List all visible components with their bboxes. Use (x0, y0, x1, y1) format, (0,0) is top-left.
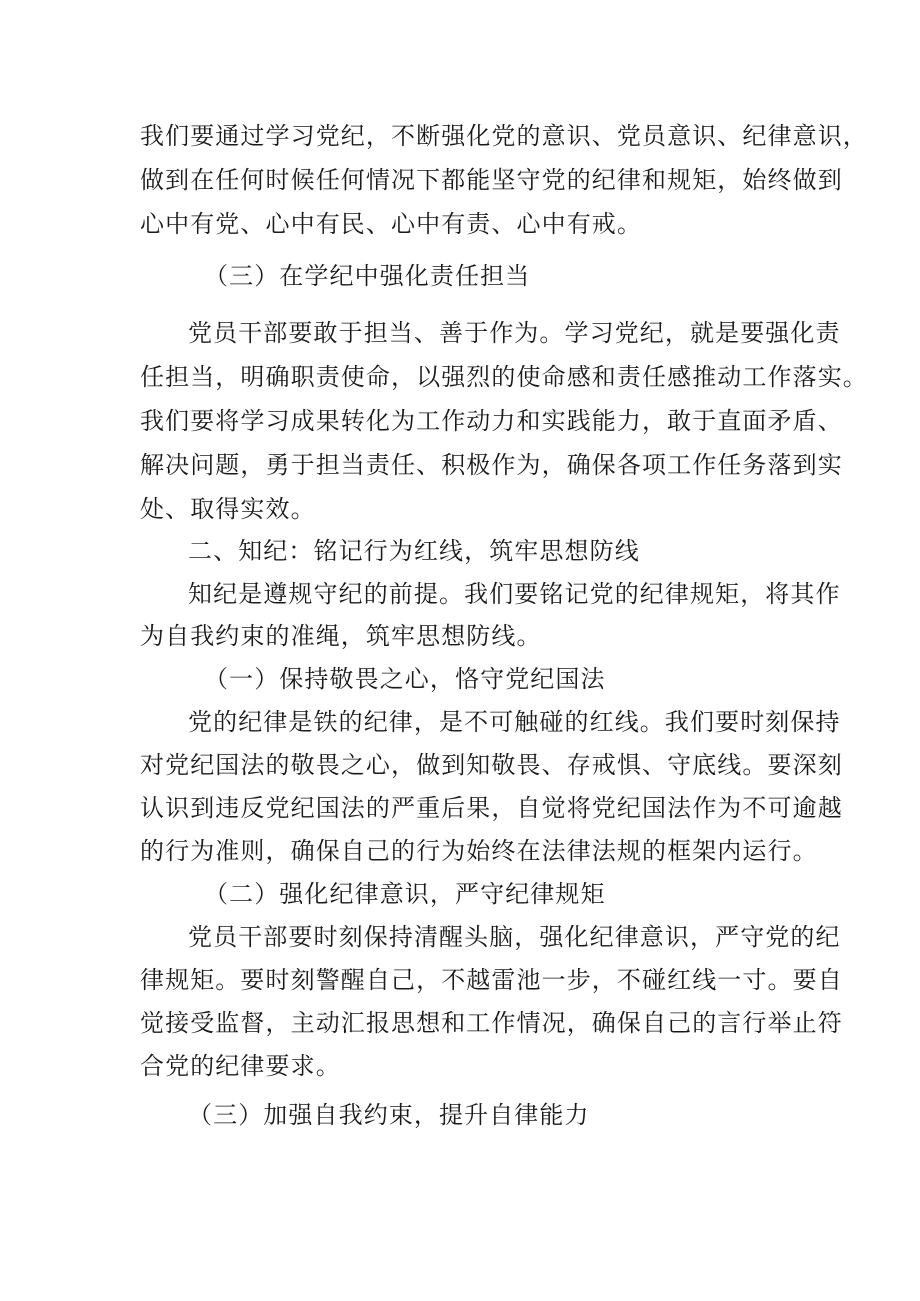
subsection-heading: （三）在学纪中强化责任担当 (204, 262, 531, 290)
paragraph-line: 知纪是遵规守纪的前提。我们要铭记党的纪律规矩，将其作 (188, 580, 841, 608)
paragraph-line: 觉接受监督，主动汇报思想和工作情况，确保自己的言行举止符 (140, 1009, 843, 1037)
paragraph-line: 处、取得实效。 (140, 495, 316, 523)
paragraph-line: 任担当，明确职责使命，以强烈的使命感和责任感推动工作落实。 (140, 363, 868, 391)
paragraph-line: 我们要通过学习党纪，不断强化党的意识、党员意识、纪律意识， (140, 122, 868, 150)
paragraph-line: 合党的纪律要求。 (140, 1052, 341, 1080)
paragraph-line: 心中有党、心中有民、心中有责、心中有戒。 (140, 210, 642, 238)
paragraph-line: 律规矩。要时刻警醒自己，不越雷池一步，不碰红线一寸。要自 (140, 966, 843, 994)
paragraph-line: 为自我约束的准绳，筑牢思想防线。 (140, 622, 542, 650)
paragraph-line: 解决问题，勇于担当责任、积极作为，确保各项工作任务落到实 (140, 451, 843, 479)
paragraph-line: 做到在任何时候任何情况下都能坚守党的纪律和规矩，始终做到 (140, 166, 843, 194)
subsection-heading: （一）保持敬畏之心，恪守党纪国法 (204, 665, 606, 693)
paragraph-line: 我们要将学习成果转化为工作动力和实践能力，敢于直面矛盾、 (140, 407, 843, 435)
subsection-heading: （三）加强自我约束，提升自律能力 (188, 1101, 590, 1129)
paragraph-line: 党的纪律是铁的纪律，是不可触碰的红线。我们要时刻保持 (188, 708, 841, 736)
paragraph-line: 对党纪国法的敬畏之心，做到知敬畏、存戒惧、守底线。要深刻 (140, 751, 843, 779)
paragraph-line: 的行为准则，确保自己的行为始终在法律法规的框架内运行。 (140, 837, 818, 865)
paragraph-line: 党员干部要时刻保持清醒头脑，强化纪律意识，严守党的纪 (188, 923, 841, 951)
paragraph-line: 认识到违反党纪国法的严重后果，自觉将党纪国法作为不可逾越 (140, 794, 843, 822)
subsection-heading: （二）强化纪律意识，严守纪律规矩 (204, 880, 606, 908)
section-heading: 二、知纪：铭记行为红线，筑牢思想防线 (188, 537, 640, 565)
paragraph-line: 党员干部要敢于担当、善于作为。学习党纪，就是要强化责 (188, 319, 841, 347)
